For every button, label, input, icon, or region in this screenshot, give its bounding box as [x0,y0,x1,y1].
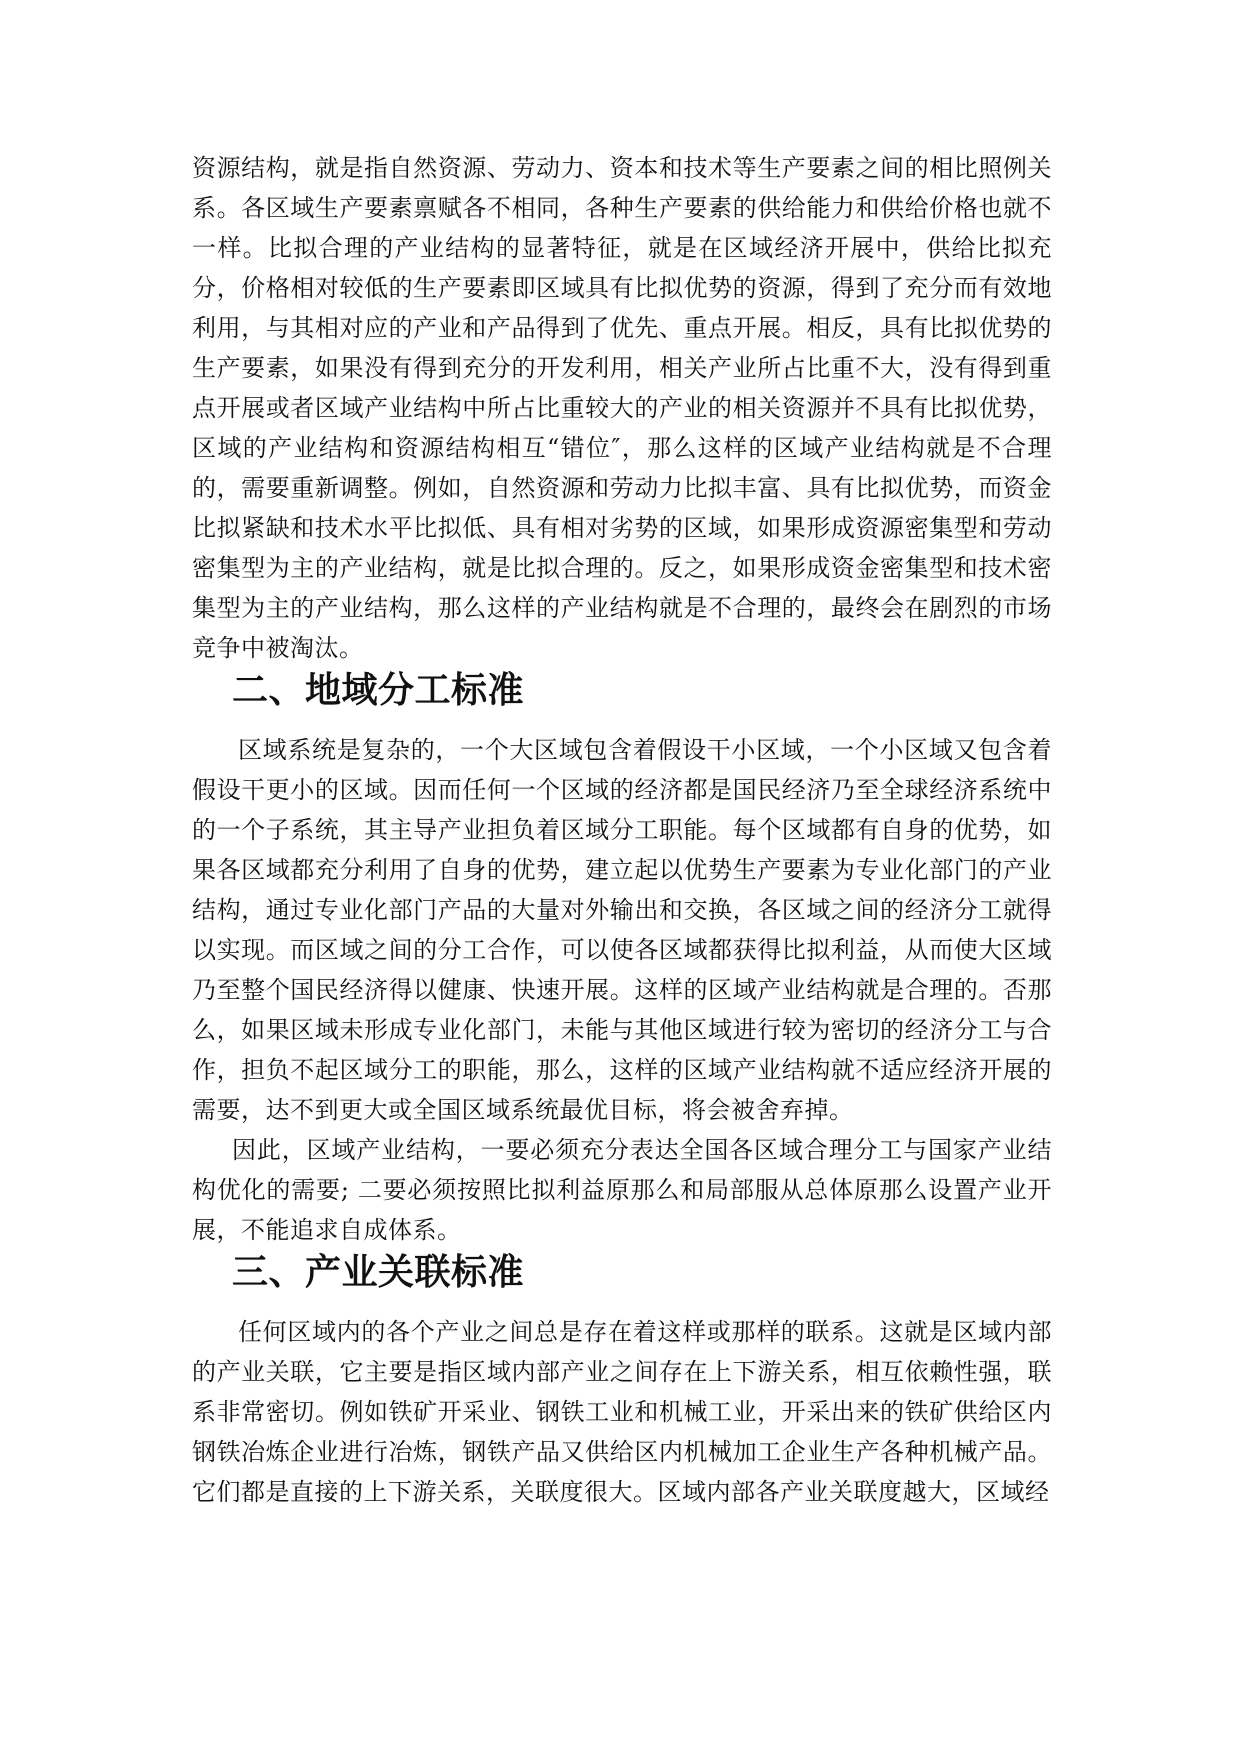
paragraph-resource-structure: 资源结构，就是指自然资源、劳动力、资本和技术等生产要素之间的相比照例关系。各区域生产要素禀赋各不相同，各种生产要素的供给能力和供给价格也就不一样。比拟合理的产业结构的显著特征，就是在区域经济开展中，供给比拟充分，价格相对较低的生产要素即区域具有比拟优势的资源，得到了充分而有效地利用，与其相对应的产业和产品得到了优先、重点开展。相反，具有比拟优势的生产要素，如果没有得到充分的开发利用，相关产业所占比重不大，没有得到重点开展或者区域产业结构中所占比重较大的产业的相关资源并不具有比拟优势，区域的产业结构和资源结构相互“错位″，那么这样的区域产业结构就是不合理的，需要重新调整。例如，自然资源和劳动力比拟丰富、具有比拟优势，而资金比拟紧缺和技术水平比拟低、具有相对劣势的区域，如果形成资源密集型和劳动密集型为主的产业结构，就是比拟合理的。反之，如果形成资金密集型和技术密集型为主的产业结构，那么这样的产业结构就是不合理的，最终会在剧烈的市场竞争中被淘汰。 [192,154,1052,662]
paragraph-therefore: 因此，区域产业结构，一要必须充分表达全国各区域合理分工与国家产业结构优化的需要; 二要必须按照比拟利益原那么和局部服从总体原那么设置产业开展，不能追求自成体系。 [192,1136,1052,1244]
spacer [192,1292,1052,1312]
document-body [192,148,1052,1512]
section-heading-regional-division: 二、地域分工标准 [232,669,525,711]
paragraph-regional-system: 区域系统是复杂的，一个大区域包含着假设干小区域，一个小区域又包含着假设干更小的区域。因而任何一个区域的经济都是国民经济乃至全球经济系统中的一个子系统，其主导产业担负着区域分工职能。每个区域都有自身的优势，如果各区域都充分利用了自身的优势，建立起以优势生产要素为专业化部门的产业结构，通过专业化部门产品的大量对外输出和交换，各区域之间的经济分工就得以实现。而区域之间的分工合作，可以使各区域都获得比拟利益，从而使大区域乃至整个国民经济得以健康、快速开展。这样的区域产业结构就是合理的。否那么，如果区域未形成专业化部门，未能与其他区域进行较为密切的经济分工与合作，担负不起区域分工的职能，那么，这样的区域产业结构就不适应经济开展的需要，达不到更大或全国区域系统最优目标，将会被舍弃掉。 [192,736,1052,1124]
paragraph-industry-linkage: 任何区域内的各个产业之间总是存在着这样或那样的联系。这就是区域内部的产业关联，它主要是指区域内部产业之间存在上下游关系，相互依赖性强，联系非常密切。例如铁矿开采业、钢铁工业和机械工业，开采出来的铁矿供给区内钢铁冶炼企业进行冶炼，钢铁产品又供给区内机械加工企业生产各种机械产品。它们都是直接的上下游关系，关联度很大。区域内部各产业关联度越大，区域经 [192,1318,1052,1506]
section-heading-industry-linkage: 三、产业关联标准 [232,1251,525,1293]
spacer [192,710,1052,730]
